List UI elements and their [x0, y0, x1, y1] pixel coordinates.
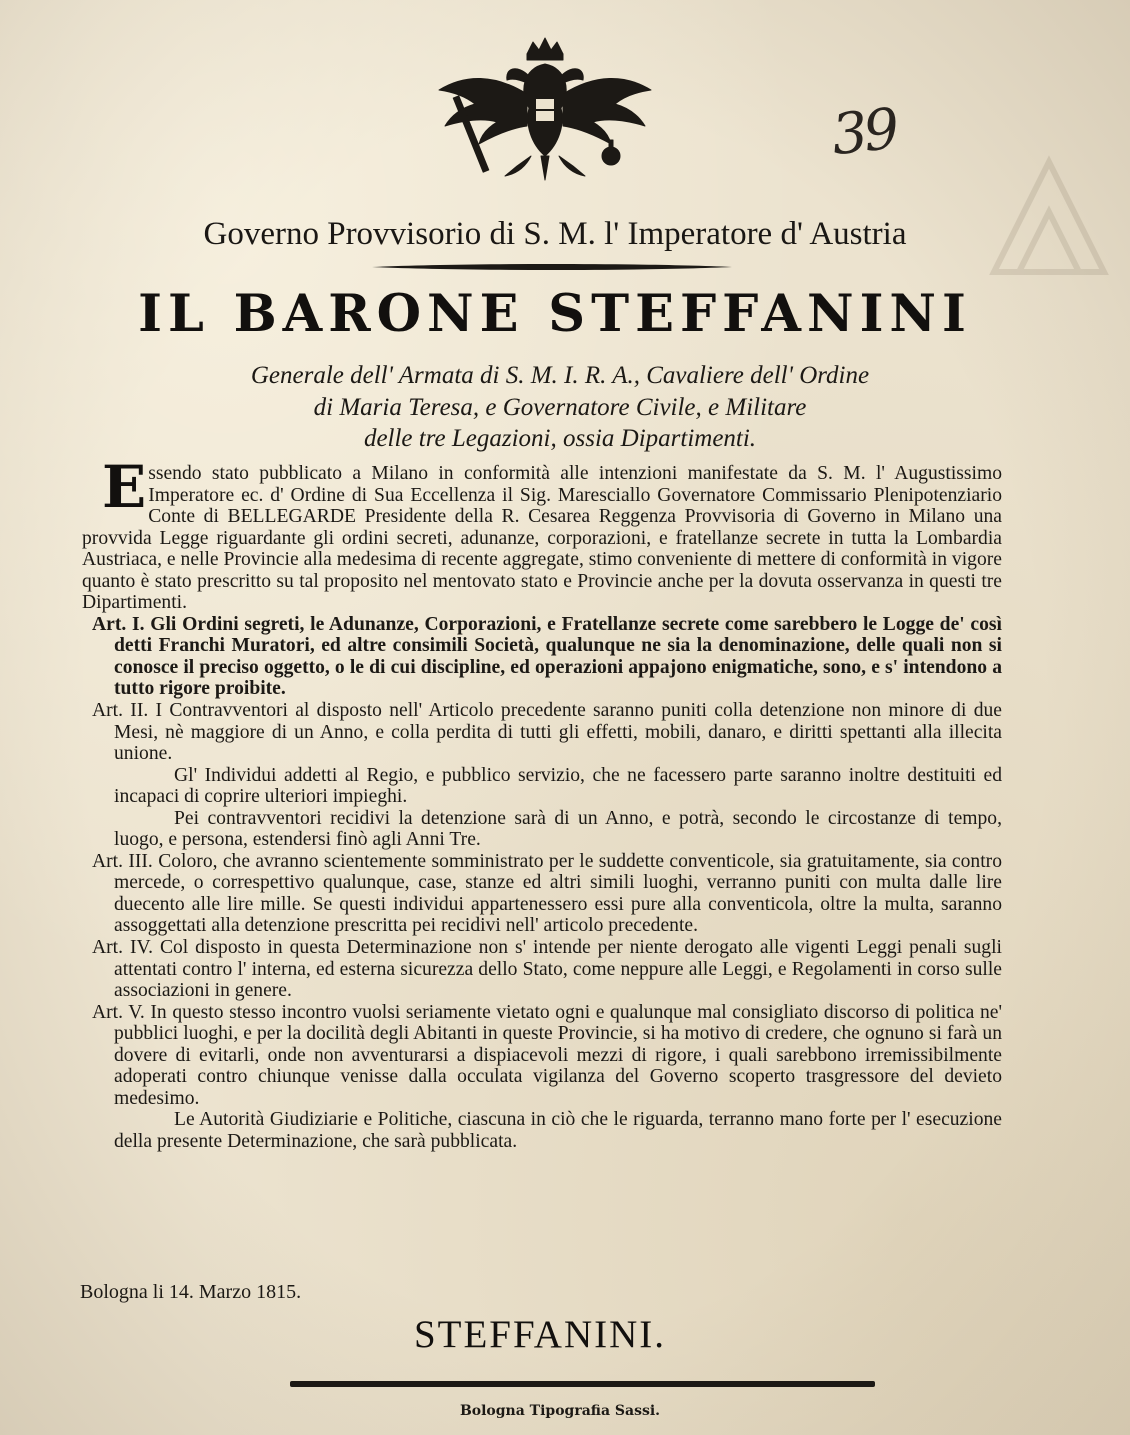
- date-line: Bologna li 14. Marzo 1815.: [80, 1281, 302, 1303]
- printer-imprint: Bologna Tipografia Sassi.: [459, 1403, 661, 1419]
- subtitle-line: Generale dell' Armata di S. M. I. R. A., Cavaliere dell' Ordine: [250, 362, 870, 389]
- double-headed-eagle-emblem: [435, 34, 655, 184]
- article-label: Art. V.: [92, 1001, 145, 1023]
- subtitle-line: delle tre Legazioni, ossia Dipartimenti.: [363, 425, 757, 452]
- closing-paragraph: [82, 1109, 1002, 1152]
- intro-text: ssendo stato pubblicato a Milano in conformità alle intenzioni manifestate da S. M. l' Augustissimo Imperatore ec. d' Ordine di Sua Eccellenza il Sig. Maresciallo Governatore Commissario Plenipotenziario Conte di BELLEGARDE Presidente della R. Cesarea Reggenza Provvisoria di Governo in Milano una provvida Legge riguardante gli ordini secreti, adunanze, corporazioni, e fratellanze secrete in tutta la Lombardia Austriaca, e nelle Provincie alla medesima di recente aggregate, stimo conveniente di mettere di conformità in vigore quanto è stato prescritto su tal proposito nel mentovato stato e Provincie anche per la dovuta osservanza in questi tre Dipartimenti.: [82, 463, 1002, 614]
- article-2-paragraph-2: [82, 765, 1002, 808]
- subtitle-line: di Maria Teresa, e Governatore Civile, e Militare: [313, 394, 807, 421]
- paragraph-text: Pei contravventori recidivi la detenzione sarà di un Anno, e potrà, secondo le circostanze di tempo, luogo, e persona, estendersi finò agli Anni Tre.: [114, 807, 1002, 851]
- article-3: [82, 851, 1002, 937]
- article-5: [82, 1002, 1002, 1110]
- article-label: Art. IV.: [92, 937, 153, 959]
- paragraph-text: Le Autorità Giudiziarie e Politiche, ciascuna in ciò che le riguarda, terranno mano forte per l' esecuzione della presente Determinazione, che sarà pubblicata.: [114, 1109, 1002, 1152]
- signature: STEFFANINI.: [413, 1313, 667, 1356]
- ornamental-rule: [372, 262, 732, 272]
- article-label: Art. II.: [92, 700, 149, 722]
- intro-paragraph: [82, 453, 1002, 614]
- article-4: [82, 937, 1002, 1002]
- handwritten-page-number: 39: [828, 96, 899, 169]
- article-1: [82, 614, 1002, 700]
- main-title: IL BARONE STEFFANINI: [138, 284, 972, 344]
- article-label: Art. III.: [92, 850, 153, 872]
- article-text: Gli Ordini segreti, le Adunanze, Corporazioni, e Fratellanze secrete come sarebbero le Logge de' così detti Franchi Muratori, ed altre consimili Società, qualunque ne sia la denominazione, delle quali non si conosce il preciso oggetto, o le di cui discipline, ed operazioni appajono enigmatiche, sono, e s' intendono a tutto rigore proibite.: [114, 613, 1002, 700]
- proclamation-body: [82, 453, 1002, 1153]
- drop-cap: E: [102, 453, 147, 521]
- article-text: Col disposto in questa Determinazione non s' intende per niente derogato alle vigenti Leggi penali sugli attentati contro l' interna, ed esterna sicurezza dello Stato, come neppure alle Leggi, e Regolamenti in corso sulle associazioni in genere.: [114, 937, 1002, 1002]
- article-2: [82, 700, 1002, 765]
- paragraph-text: Gl' Individui addetti al Regio, e pubblico servizio, che ne facessero parte saranno inoltre destituiti ed incapaci di coprire ulteriori impieghi.: [114, 764, 1002, 808]
- article-label: Art. I.: [92, 613, 145, 635]
- article-text: In questo stesso incontro vuolsi seriamente vietato ogni e qualunque mal consigliato discorso di politica ne' pubblici luoghi, e per la docilità degli Abitanti in queste Provincie, si ha motivo di credere, che ognuno si farà un dovere di evitarli, onde non avventurarsi a dispiacevoli mezzi di rigore, i quali sarebbono irremissibilmente adoperati contro chiunque venisse dalla occulata vigilanza del Governo scoperto trasgressore del devieto medesimo.: [114, 1001, 1002, 1109]
- article-text: Coloro, che avranno scientemente somministrato per le suddette conventicole, sia gratuitamente, sia contro mercede, o correspettivo qualunque, case, stanze ed altri simili luoghi, verranno puniti con multa dalle lire duecento alle lire mille. Se questi individui appartenessero essi pure alla conventicola, oltre la multa, saranno assoggettati alla detenzione prescritta pei recidivi nell' articolo precedente.: [114, 850, 1002, 937]
- government-title: Governo Provvisorio di S. M. l' Imperatore d' Austria: [203, 216, 907, 252]
- article-text: I Contravventori al disposto nell' Articolo precedente saranno puniti colla detenzione non minore di due Mesi, nè maggiore di un Anno, e colla perdita di tutti gli effetti, mobili, danaro, e diritti spettanti alla illecita unione.: [114, 700, 1002, 765]
- footer-rule: [290, 1381, 875, 1387]
- article-2-paragraph-3: [82, 808, 1002, 851]
